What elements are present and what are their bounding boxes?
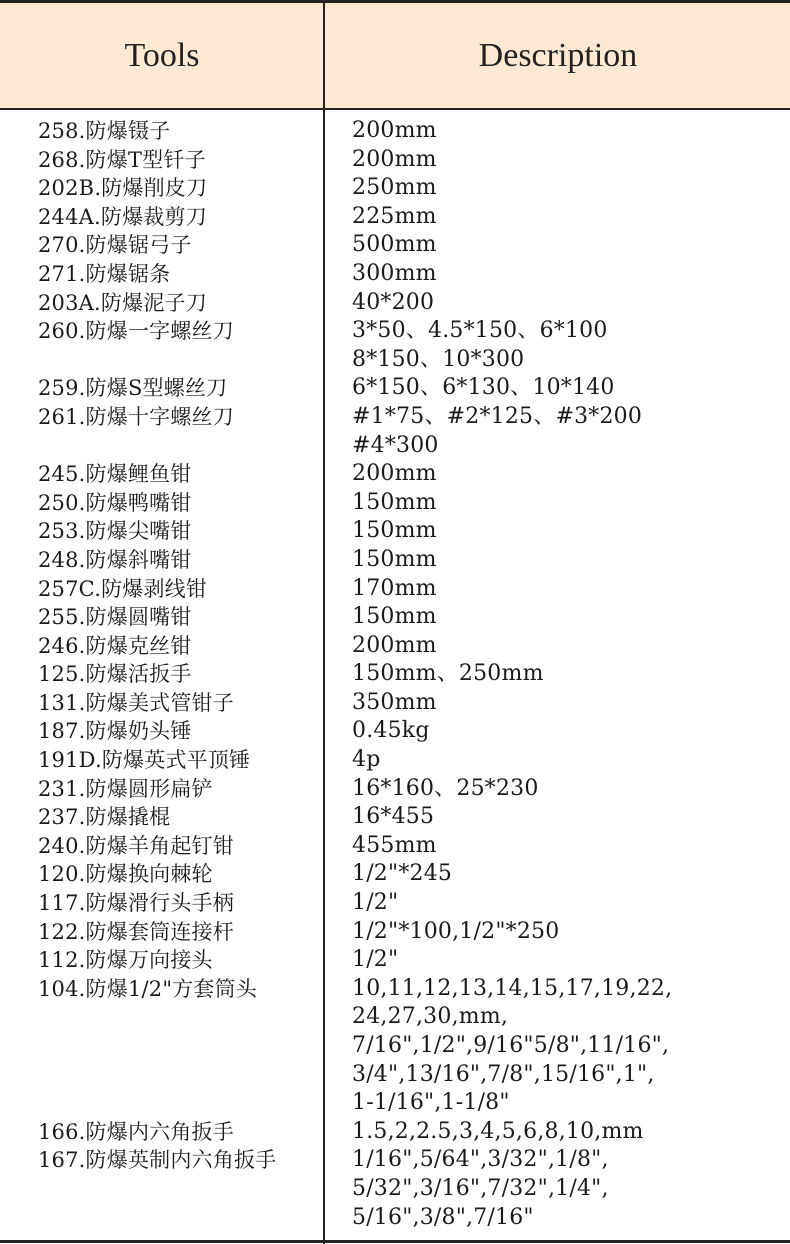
tool-description: 200mm [352, 146, 437, 172]
tool-description: 3*50、4.5*150、6*100 [352, 318, 608, 344]
tool-name: 166.防爆内六角扳手 [38, 1119, 234, 1144]
tool-description: 200mm [352, 632, 437, 658]
tool-description: 1/2" [352, 947, 399, 973]
tool-name: 231.防爆圆形扁铲 [38, 776, 213, 801]
tool-description: 1/2" [352, 890, 399, 916]
tool-name: 259.防爆S型螺丝刀 [38, 376, 228, 401]
tool-description: 225mm [352, 203, 437, 229]
bottom-rule [0, 1240, 790, 1243]
tool-name: 104.防爆1/2"方套筒头 [38, 976, 258, 1001]
tool-name: 271.防爆锯条 [38, 261, 171, 286]
tool-name: 203A.防爆泥子刀 [38, 290, 207, 315]
tool-name: 191D.防爆英式平顶锤 [38, 748, 251, 773]
tool-name: 258.防爆镊子 [38, 119, 171, 143]
tool-description: 1/2"*100,1/2"*250 [352, 918, 560, 944]
tool-description: 150mm [352, 489, 437, 515]
tool-name: 270.防爆锯弓子 [38, 233, 192, 258]
tool-name: 187.防爆奶头锤 [38, 719, 192, 744]
tool-name: 120.防爆换向棘轮 [38, 862, 213, 887]
tool-name: 240.防爆羊角起钉钳 [38, 833, 234, 858]
tool-spacer [38, 1061, 322, 1090]
tool-spacer [38, 346, 322, 375]
tool-name: 131.防爆美式管钳子 [38, 690, 234, 715]
tool-spacer [38, 1204, 322, 1233]
tool-description: 3/4",13/16",7/8",15/16",1", [352, 1061, 655, 1087]
tool-description: 6*150、6*130、10*140 [352, 375, 615, 401]
tool-name: 122.防爆套筒连接杆 [38, 919, 234, 944]
tool-description: 300mm [352, 260, 437, 286]
tool-name: 246.防爆克丝钳 [38, 633, 192, 658]
tools-column-header: Tools [124, 36, 200, 74]
tool-description: 5/16",3/8",7/16" [352, 1204, 534, 1230]
tool-name: 125.防爆活扳手 [38, 662, 192, 687]
tool-description: 350mm [352, 689, 437, 715]
column-divider [323, 0, 325, 1244]
tool-description: 0.45kg [352, 718, 430, 744]
tool-description: 40*200 [352, 289, 435, 315]
tool-name: 268.防爆T型钎子 [38, 147, 206, 172]
tool-name: 257C.防爆剥线钳 [38, 576, 208, 601]
tool-description: 150mm、250mm [352, 661, 544, 687]
tool-spacer [38, 1003, 322, 1032]
tool-name: 250.防爆鸭嘴钳 [38, 490, 192, 515]
tool-description: 7/16",1/2",9/16"5/8",11/16", [352, 1033, 670, 1058]
tool-description: 150mm [352, 604, 437, 630]
tool-name: 261.防爆十字螺丝刀 [38, 404, 234, 429]
tool-name: 237.防爆撬棍 [38, 805, 171, 830]
tool-description: 10,11,12,13,14,15,17,19,22, [352, 975, 673, 1001]
tool-description: 24,27,30,mm, [352, 1004, 509, 1030]
tool-description: 200mm [352, 461, 437, 487]
tool-name: 248.防爆斜嘴钳 [38, 547, 192, 572]
description-column [352, 117, 782, 1232]
tool-description: #4*300 [352, 432, 439, 458]
tool-description: 500mm [352, 232, 437, 258]
tool-description: 1-1/16",1-1/8" [352, 1090, 510, 1116]
tool-description: 1/2"*245 [352, 861, 453, 887]
tool-name: 167.防爆英制内六角扳手 [38, 1148, 277, 1173]
tool-name: 255.防爆圆嘴钳 [38, 605, 192, 630]
tool-name: 117.防爆滑行头手柄 [38, 891, 234, 916]
tool-spacer [38, 432, 322, 461]
tool-spacer [38, 1032, 322, 1061]
tool-description: 16*455 [352, 804, 435, 830]
tool-description: 170mm [352, 575, 437, 601]
tool-description: 455mm [352, 832, 437, 858]
tools-column [38, 117, 322, 1232]
tool-name: 112.防爆万向接头 [38, 948, 213, 973]
tool-description: 150mm [352, 546, 437, 572]
tool-name: 245.防爆鲤鱼钳 [38, 462, 192, 487]
tool-name: 202B.防爆削皮刀 [38, 176, 208, 201]
tool-description: 1.5,2,2.5,3,4,5,6,8,10,mm [352, 1118, 644, 1144]
tool-description: 16*160、25*230 [352, 775, 539, 801]
tool-description: 200mm [352, 118, 437, 143]
tool-spacer [38, 1175, 322, 1204]
tool-description: 250mm [352, 175, 437, 201]
tool-description: 1/16",5/64",3/32",1/8", [352, 1147, 609, 1173]
description-column-header: Description [478, 36, 638, 74]
tool-description: 5/32",3/16",7/32",1/4", [352, 1175, 609, 1201]
tool-name: 244A.防爆裁剪刀 [38, 204, 207, 229]
tool-spacer [38, 1089, 322, 1118]
tool-description: 8*150、10*300 [352, 346, 525, 372]
tool-description: 4p [352, 747, 381, 773]
tool-name: 260.防爆一字螺丝刀 [38, 319, 234, 344]
tool-name: 253.防爆尖嘴钳 [38, 519, 192, 544]
tool-description: #1*75、#2*125、#3*200 [352, 403, 643, 429]
table-header [0, 0, 790, 110]
tool-description: 150mm [352, 518, 437, 544]
